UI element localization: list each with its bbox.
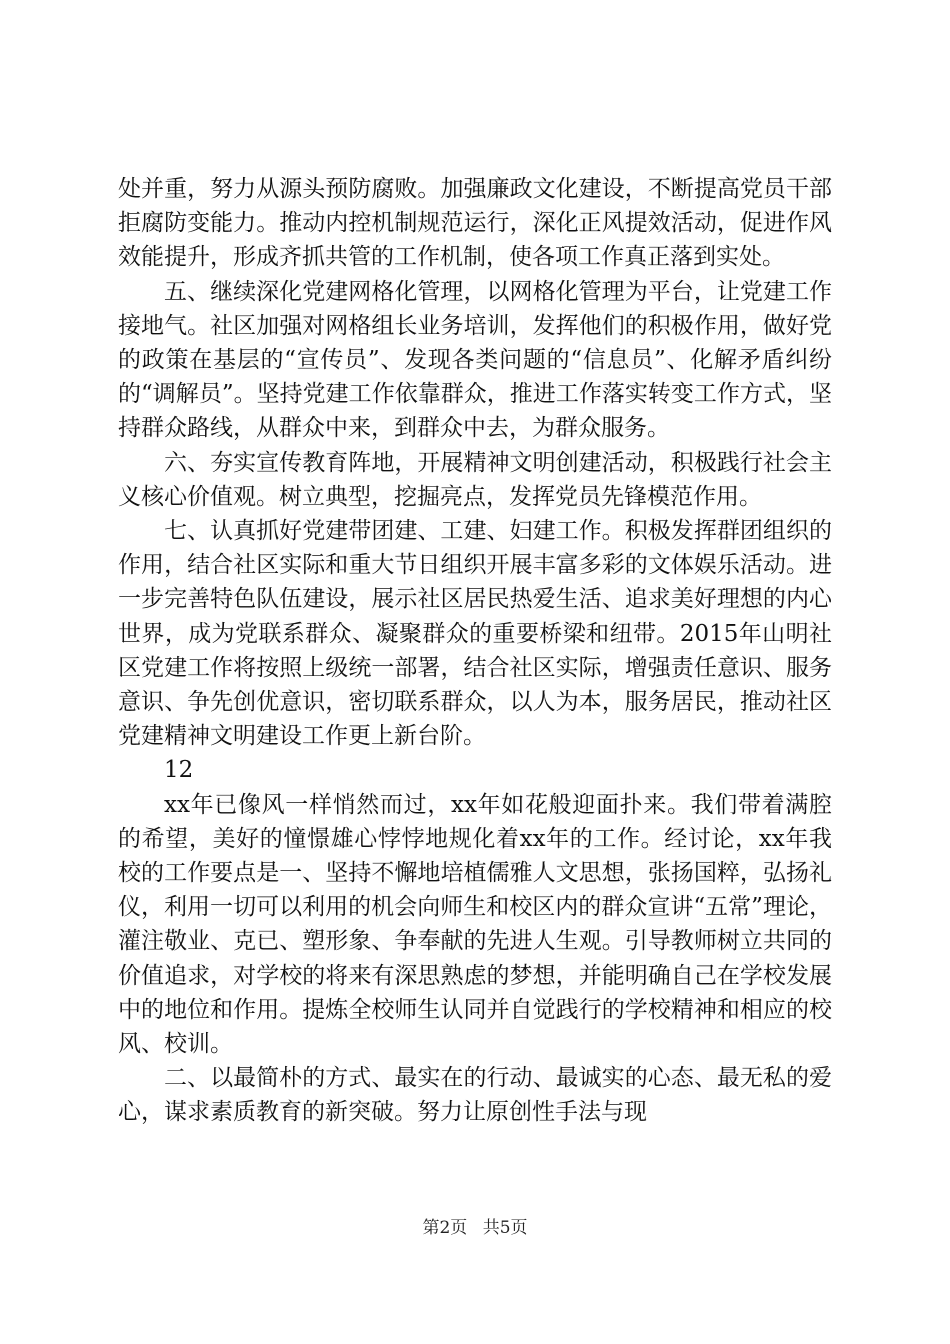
paragraph: xx年已像风一样悄然而过，xx年如花般迎面扑来。我们带着满腔的希望，美好的憧憬雄心悖悖地规化着xx年的工作。经讨论，xx年我校的工作要点是一、坚持不懈地培植儒雅人文思想，张扬国粹，弘扬礼仪，利用一切可以利用的机会向师生和校区内的群众宣讲“五常”理论，灌注敬业、克已、塑形象、争奉献的先进人生观。引导教师树立共同的价值追求，对学校的将来有深思熟虑的梦想，并能明确自己在学校发展中的地位和作用。提炼全校师生认同并自觉践行的学校精神和相应的校风、校训。: [118, 791, 832, 1058]
paragraph: 12: [164, 757, 194, 784]
paragraph: 七、认真抓好党建带团建、工建、妇建工作。积极发挥群团组织的作用，结合社区实际和重大节日组织开展丰富多彩的文体娱乐活动。进一步完善特色队伍建设，展示社区居民热爱生活、追求美好理想的内心世界，成为党联系群众、凝聚群众的重要桥梁和纽带。2015年山明社区党建工作将按照上级统一部署，结合社区实际，增强责任意识、服务意识、争先创优意识，密切联系群众，以人为本，服务居民，推动社区党建精神文明建设工作更上新台阶。: [118, 518, 832, 750]
paragraph: 五、继续深化党建网格化管理，以网格化管理为平台，让党建工作接地气。社区加强对网格组长业务培训，发挥他们的积极作用，做好党的政策在基层的“宣传员”、发现各类问题的“信息员”、化解矛盾纠纷的“调解员”。坚持党建工作依靠群众，推进工作落实转变工作方式，坚持群众路线，从群众中来，到群众中去，为群众服务。: [118, 278, 832, 442]
paragraph: 二、以最简朴的方式、最实在的行动、最诚实的心态、最无私的爱心，谋求素质教育的新突破。努力让原创性手法与现: [118, 1065, 832, 1126]
page-number-total: 共5页: [482, 1218, 528, 1238]
document-body: [118, 172, 832, 1130]
paragraph: 六、夯实宣传教育阵地，开展精神文明创建活动，积极践行社会主义核心价值观。树立典型，挖掘亮点，发挥党员先锋模范作用。: [118, 449, 832, 510]
page-number-current: 第2页: [422, 1218, 468, 1238]
page-footer: [0, 1213, 950, 1238]
paragraph: 处并重，努力从源头预防腐败。加强廉政文化建设，不断提高党员干部拒腐防变能力。推动内控机制规范运行，深化正风提效活动，促进作风效能提升，形成齐抓共管的工作机制，使各项工作真正落到实处。: [118, 176, 832, 271]
